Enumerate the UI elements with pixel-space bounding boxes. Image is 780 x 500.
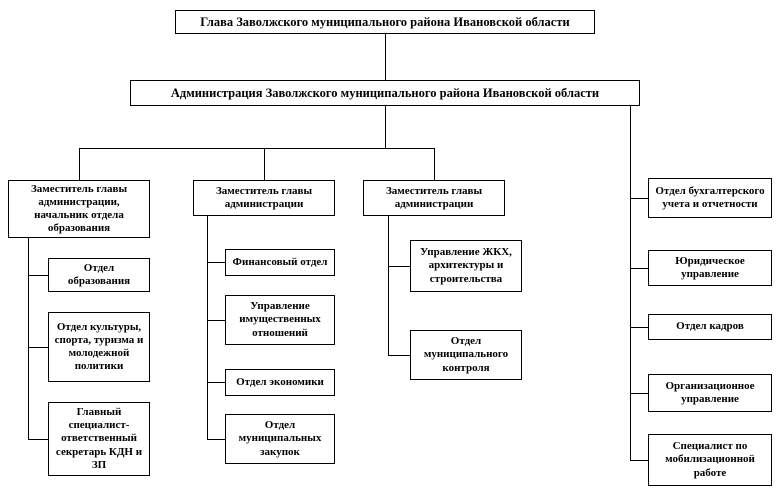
connector-line (28, 238, 29, 439)
org-box-procurement-department: Отдел муниципальных закупок (225, 414, 335, 464)
org-box-kdn-secretary: Главный специалист- ответственный секретарь КДН и ЗП (48, 402, 150, 476)
org-box-legal-department: Юридическое управление (648, 250, 772, 286)
connector-line (28, 347, 48, 348)
org-box-mobilization-specialist: Специалист по мобилизационной работе (648, 434, 772, 486)
connector-line (388, 216, 389, 355)
connector-line (630, 393, 648, 394)
connector-line (264, 148, 265, 180)
connector-line (630, 460, 648, 461)
connector-line (630, 106, 631, 460)
connector-line (388, 266, 410, 267)
connector-line (630, 198, 648, 199)
org-box-municipal-control: Отдел муниципального контроля (410, 330, 522, 380)
connector-line (28, 275, 48, 276)
connector-line (385, 34, 386, 80)
org-box-culture-sport-department: Отдел культуры, спорта, туризма и молодежной политики (48, 312, 150, 382)
org-box-accounting-department: Отдел бухгалтерского учета и отчетности (648, 178, 772, 218)
connector-line (28, 439, 48, 440)
connector-line (207, 382, 225, 383)
connector-line (79, 148, 435, 149)
org-box-property-relations: Управление имущественных отношений (225, 295, 335, 345)
org-box-head: Глава Заволжского муниципального района Ивановской области (175, 10, 595, 34)
connector-line (385, 106, 386, 148)
connector-line (79, 148, 80, 180)
org-box-organizational-department: Организационное управление (648, 374, 772, 412)
org-box-hr-department: Отдел кадров (648, 314, 772, 340)
org-box-deputy-finance: Заместитель главы администрации (193, 180, 335, 216)
connector-line (630, 268, 648, 269)
org-box-education-department: Отдел образования (48, 258, 150, 292)
connector-line (207, 439, 225, 440)
connector-line (207, 216, 208, 439)
connector-line (207, 320, 225, 321)
org-box-economics-department: Отдел экономики (225, 369, 335, 396)
connector-line (388, 355, 410, 356)
org-box-finance-department: Финансовый отдел (225, 249, 335, 276)
org-box-zhkh-architecture: Управление ЖКХ, архитектуры и строительства (410, 240, 522, 292)
connector-line (630, 327, 648, 328)
org-box-administration: Администрация Заволжского муниципального района Ивановской области (130, 80, 640, 106)
org-box-deputy-education: Заместитель главы администрации, начальник отдела образования (8, 180, 150, 238)
connector-line (207, 262, 225, 263)
org-box-deputy-utilities: Заместитель главы администрации (363, 180, 505, 216)
connector-line (434, 148, 435, 180)
